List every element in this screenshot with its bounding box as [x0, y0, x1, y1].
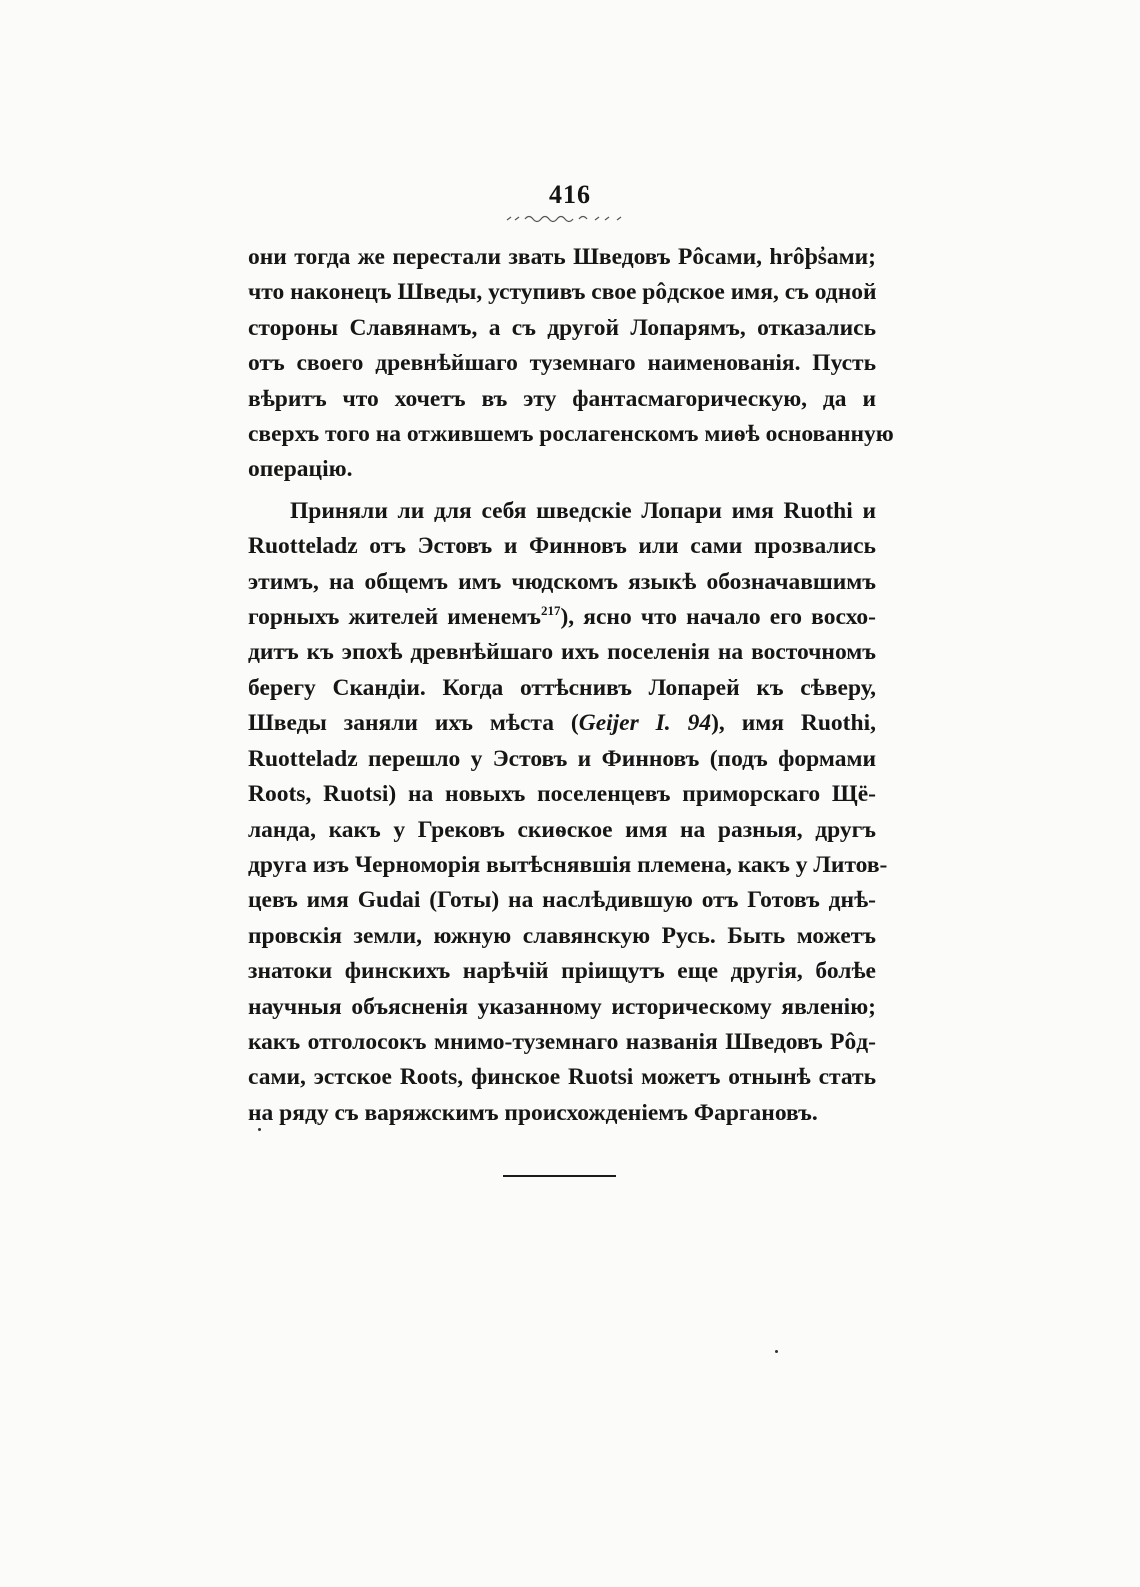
- text-segment: ), ясно что начало его восхо-: [560, 604, 876, 631]
- text-line: стороны Славянамъ, а съ другой Лопарямъ, отказались: [248, 314, 876, 341]
- paragraph-1: [248, 240, 894, 488]
- text-line: цевъ имя Gudai (Готы) на наслѣдившую отъ Готовъ днѣ-: [248, 887, 876, 914]
- header-ornament: [505, 212, 625, 224]
- text-line: друга изъ Черноморія вытѣснявшія племена, какъ у Литов-: [248, 851, 888, 878]
- print-speck: [775, 1350, 778, 1353]
- text-line: научныя объясненія указанному историческому явленію;: [248, 993, 876, 1020]
- text-line: берегу Скандіи. Когда оттѣснивъ Лопарей къ сѣверу,: [248, 674, 876, 701]
- end-rule-divider: [503, 1175, 616, 1177]
- paragraph-2: [248, 494, 888, 1131]
- text-line: Ruotteladz отъ Эстовъ и Финновъ или сами прозвались: [248, 533, 876, 560]
- text-line: ланда, какъ у Грековъ скиѳское имя на разныя, другъ: [248, 816, 876, 843]
- text-line: операцію.: [248, 456, 353, 483]
- text-line: Ruotteladz перешло у Эстовъ и Финновъ (подъ формами: [248, 745, 876, 772]
- citation: Geijer I. 94: [578, 710, 712, 737]
- text-segment: горныхъ жителей именемъ: [248, 604, 541, 631]
- footnote-reference: 217: [540, 603, 561, 619]
- text-line: этимъ, на общемъ имъ чюдскомъ языкѣ обозначавшимъ: [248, 568, 876, 595]
- text-segment: Шведы заняли ихъ мѣста (: [248, 710, 579, 737]
- text-line: они тогда же перестали звать Шведовъ Рôсами, hrôþs̓ами;: [248, 244, 876, 270]
- text-line: Приняли ли для себя шведскіе Лопари имя Ruothi и: [290, 497, 876, 524]
- text-line: отъ своего древнѣйшаго туземнаго наименованія. Пусть: [248, 350, 876, 377]
- print-speck: [258, 1128, 261, 1131]
- text-line: Roots, Ruotsi) на новыхъ поселенцевъ приморскаго Щё-: [248, 781, 876, 808]
- text-line-with-citation: [248, 706, 876, 741]
- text-line: на ряду съ варяжскимъ происхожденіемъ Фаргановъ.: [248, 1099, 818, 1126]
- text-line: что наконецъ Шведы, уступивъ свое рôдское имя, съ одной: [248, 279, 877, 306]
- text-line-with-footnote: [248, 600, 876, 635]
- text-line: провскія земли, южную славянскую Русь. Быть можетъ: [248, 922, 876, 949]
- text-line: вѣритъ что хочетъ въ эту фантасмагорическую, да и: [248, 385, 876, 412]
- text-line: сами, эстское Roots, финское Ruotsi можетъ отнынѣ стать: [248, 1064, 876, 1091]
- text-line: дитъ къ эпохѣ древнѣйшаго ихъ поселенія на восточномъ: [248, 639, 876, 666]
- page-number: 416: [549, 180, 591, 209]
- text-line: какъ отголосокъ мнимо-туземнаго названія Шведовъ Рôд-: [248, 1028, 876, 1055]
- text-segment: ), имя Ruothi,: [711, 710, 876, 737]
- body-text: [248, 240, 894, 1131]
- text-line: знатоки финскихъ нарѣчій пріищутъ еще другія, болѣе: [248, 958, 876, 985]
- text-line: сверхъ того на отжившемъ рослагенскомъ миѳѣ основанную: [248, 421, 894, 448]
